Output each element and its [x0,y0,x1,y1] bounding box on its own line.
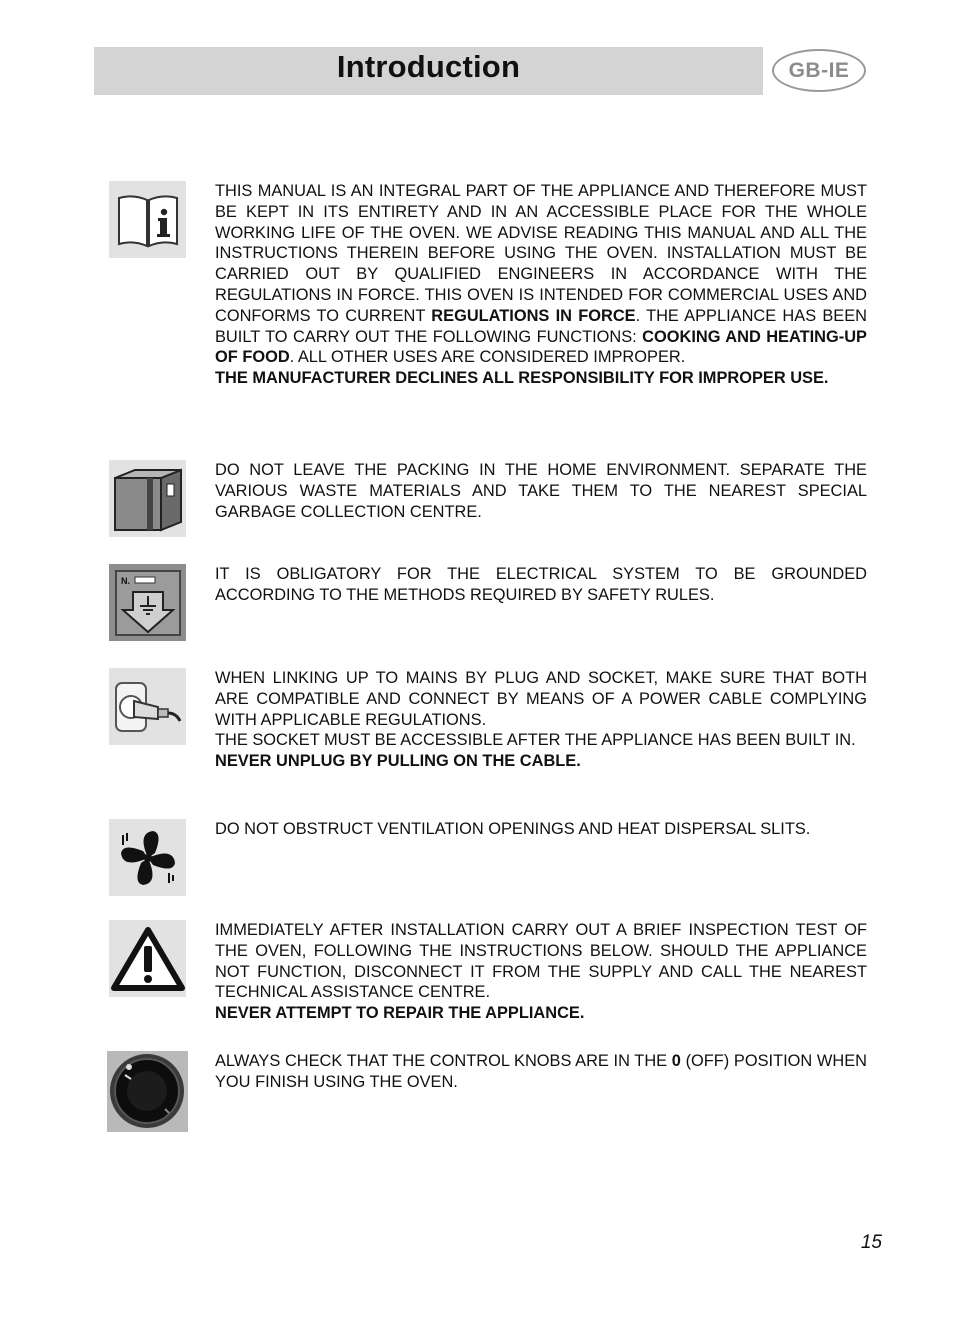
manual-paragraph: THIS MANUAL IS AN INTEGRAL PART OF THE APPLIANCE AND THEREFORE MUST BE KEPT IN ITS ENTIRETY AND IN AN ACCESSIBLE PLACE FOR THE WHOLE WORKING LIFE OF THE OVEN. WE ADVISE READING THIS MANUAL AND ALL THE INSTRUCTIONS THEREIN BEFORE USING THE OVEN. INSTALLATION MUST BE CARRIED OUT BY QUALIFIED ENGINEERS IN ACCORDANCE WITH THE REGULATIONS IN FORCE. THIS OVEN IS INTENDED FOR COMMERCIAL USES AND CONFORMS TO CURRENT REGULATIONS IN FORCE. THE APPLIANCE HAS BEEN BUILT TO CARRY OUT THE FOLLOWING FUNCTIONS: COOKING AND HEATING-UP OF FOOD. ALL OTHER USES ARE CONSIDERED IMPROPER. [215,182,867,367]
svg-text:N.: N. [120,575,130,586]
page-number: 15 [860,1232,882,1253]
repair-warning: NEVER ATTEMPT TO REPAIR THE APPLIANCE. [215,1004,585,1023]
section-knob-text [215,1051,867,1093]
ventilation-fan-icon [109,819,186,896]
inspection-paragraph: IMMEDIATELY AFTER INSTALLATION CARRY OUT A BRIEF INSPECTION TEST OF THE OVEN, FOLLOWING THE INSTRUCTIONS BELOW. SHOULD THE APPLIANCE NOT FUNCTION, DISCONNECT IT FROM THE SUPPLY AND CALL THE NEAREST TECHNICAL ASSISTANCE CENTRE. [215,921,867,1002]
page-title: Introduction [336,49,521,84]
unplug-warning: NEVER UNPLUG BY PULLING ON THE CABLE. [215,752,581,771]
grounding-paragraph: IT IS OBLIGATORY FOR THE ELECTRICAL SYSTEM TO BE GROUNDED ACCORDING TO THE METHODS REQUIRED BY SAFETY RULES. [215,565,867,604]
ventilation-paragraph: DO NOT OBSTRUCT VENTILATION OPENINGS AND HEAT DISPERSAL SLITS. [215,820,811,838]
packing-box-icon [109,460,186,537]
section-grounding-text [215,564,867,606]
ground-connection-icon [109,564,186,641]
section-packing-text [215,460,867,522]
plug-paragraph: WHEN LINKING UP TO MAINS BY PLUG AND SOCKET, MAKE SURE THAT BOTH ARE COMPATIBLE AND CONNECT BY MEANS OF A POWER CABLE COMPLYING WITH APPLICABLE REGULATIONS. [215,669,867,729]
language-badge-label: GB-IE [788,58,850,82]
knob-paragraph: ALWAYS CHECK THAT THE CONTROL KNOBS ARE IN THE 0 (OFF) POSITION WHEN YOU FINISH USING THE OVEN. [215,1052,867,1091]
socket-paragraph: THE SOCKET MUST BE ACCESSIBLE AFTER THE APPLIANCE HAS BEEN BUILT IN. [215,731,856,750]
manual-info-icon [109,181,186,258]
section-ventilation-text [215,819,867,840]
control-knob-icon [107,1051,188,1132]
warning-triangle-icon [109,920,186,997]
header-bar [94,47,763,95]
language-badge [772,49,866,92]
section-inspection-text [215,920,867,1024]
manufacturer-disclaimer: THE MANUFACTURER DECLINES ALL RESPONSIBILITY FOR IMPROPER USE. [215,369,829,388]
packing-paragraph: DO NOT LEAVE THE PACKING IN THE HOME ENVIRONMENT. SEPARATE THE VARIOUS WASTE MATERIALS AND TAKE THEM TO THE NEAREST SPECIAL GARBAGE COLLECTION CENTRE. [215,461,867,521]
section-plug-text [215,668,867,772]
section-manual-text [215,181,867,389]
plug-socket-icon [109,668,186,745]
